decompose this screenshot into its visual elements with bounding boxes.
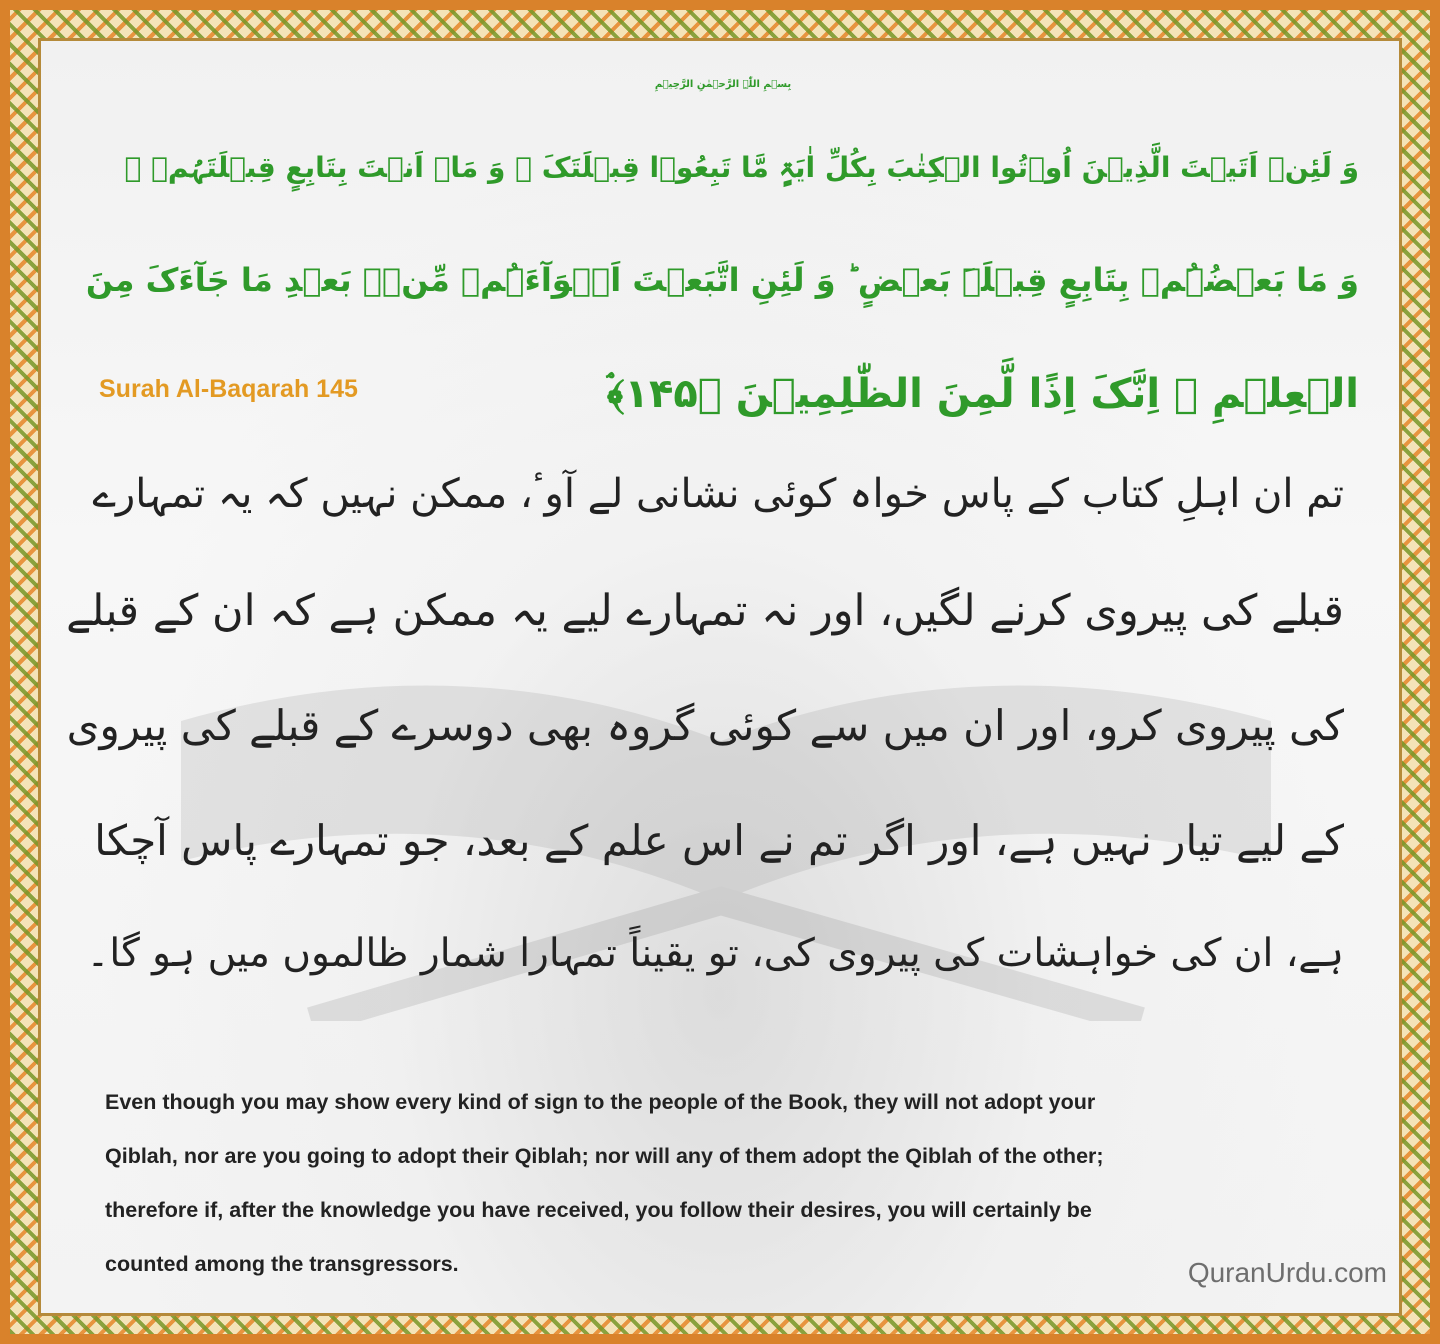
english-translation [105,1075,1375,1291]
english-line-1: Even though you may show every kind of sign to the people of the Book, they will not adopt your [105,1090,1096,1114]
english-line-3: therefore if, after the knowledge you have received, you follow their desires, you will certainly be [105,1198,1092,1222]
english-line-4: counted among the transgressors. [105,1252,459,1276]
english-line-2: Qiblah, nor are you going to adopt their Qiblah; nor will any of them adopt the Qiblah of the other; [105,1144,1104,1168]
content-panel [38,38,1402,1316]
urdu-translation-line-2: قبلے کی پیروی کرنے لگیں، اور نہ تمہارے لیے یہ ممکن ہے کہ ان کے قبلے [66,586,1344,636]
surah-reference-label: Surah Al-Baqarah 145 [99,375,358,403]
urdu-translation-line-1: تم ان اہلِ کتاب کے پاس خواہ کوئی نشانی لے آوٴ، ممکن نہیں کہ یہ تمہارے [92,471,1344,517]
urdu-translation-line-3: کی پیروی کرو، اور ان میں سے کوئی گروہ بھی دوسرے کے قبلے کی پیروی [66,701,1344,750]
urdu-translation-line-4: کے لیے تیار نہیں ہے، اور اگر تم نے اس علم کے بعد، جو تمہارے پاس آچکا [94,816,1344,865]
arabic-verse-line-3: الۡعِلۡمِ ۙ اِنَّکَ اِذًا لَّمِنَ الظّٰلِمِیۡنَ ﴿۱۴۵﴾ۘ [606,371,1359,417]
site-watermark: QuranUrdu.com [1187,1257,1387,1288]
bismillah-heading: بِسۡمِ اللّٰہِ الرَّحۡمٰنِ الرَّحِیۡمِ [654,79,792,90]
urdu-translation-line-5: ہے، ان کی خواہشات کی پیروی کی، تو یقیناً تمہارا شمار ظالموں میں ہو گا۔ [86,931,1344,976]
arabic-verse-line-2: وَ مَا بَعۡضُہُمۡ بِتَابِعٍ قِبۡلَۃَ بَعۡضٍ ؕ وَ لَئِنِ اتَّبَعۡتَ اَہۡوَآءَہُمۡ مِّنۡۢ بَعۡدِ مَا جَآءَکَ مِنَ [85,261,1359,299]
arabic-verse-line-1: وَ لَئِنۡ اَتَیۡتَ الَّذِیۡنَ اُوۡتُوا الۡکِتٰبَ بِکُلِّ اٰیَۃٍ مَّا تَبِعُوۡا قِبۡلَتَکَ ۚ وَ مَاۤ اَنۡتَ بِتَابِعٍ قِبۡلَتَہُمۡ ۚ [124,151,1359,184]
